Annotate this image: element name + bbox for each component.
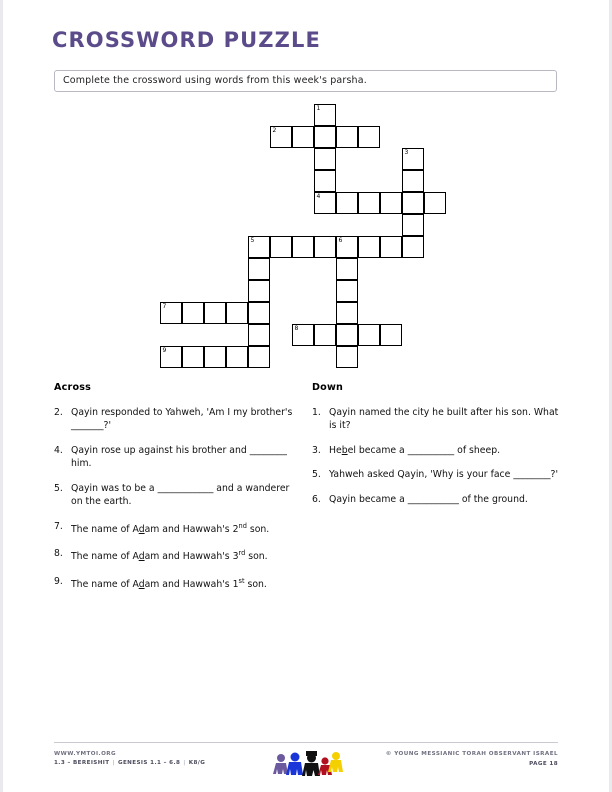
footer-divider: [54, 742, 558, 743]
down-clue-5: [312, 468, 562, 482]
crossword-cell[interactable]: [380, 236, 402, 258]
instruction-text: Complete the crossword using words from this week's parsha.: [63, 75, 367, 86]
clue-text: Qayin rose up against his brother and ________ him.: [71, 444, 287, 469]
clue-number: 4.: [54, 444, 63, 456]
crossword-cell[interactable]: [336, 346, 358, 368]
cell-number: 8: [294, 325, 299, 332]
crossword-cell[interactable]: [402, 170, 424, 192]
footer-sep-1: |: [112, 760, 115, 766]
ymtoi-logo: [273, 750, 343, 782]
across-clue-7: [54, 520, 294, 537]
crossword-cell[interactable]: [182, 346, 204, 368]
down-clue-3: [312, 444, 562, 458]
crossword-cell[interactable]: [358, 324, 380, 346]
crossword-cell[interactable]: [402, 214, 424, 236]
crossword-cell-numbered-2[interactable]: [270, 126, 292, 148]
crossword-cell[interactable]: [204, 302, 226, 324]
crossword-cell[interactable]: [248, 280, 270, 302]
clue-text: Qayin responded to Yahweh, 'Am I my brother's _______?': [71, 406, 293, 431]
crossword-cell[interactable]: [314, 126, 336, 148]
crossword-cell[interactable]: [248, 346, 270, 368]
across-clue-9: [54, 575, 294, 592]
clue-number: 7.: [54, 520, 63, 532]
crossword-grid: [0, 0, 612, 380]
logo-figure-black: [302, 751, 320, 776]
footer-page-number: PAGE 18: [529, 761, 558, 767]
crossword-cell[interactable]: [248, 324, 270, 346]
down-clue-1: [312, 406, 562, 433]
crossword-cell-numbered-9[interactable]: [160, 346, 182, 368]
crossword-cell[interactable]: [204, 346, 226, 368]
crossword-cell-numbered-6[interactable]: [336, 236, 358, 258]
across-clue-8: [54, 547, 294, 564]
clue-number: 6.: [312, 493, 321, 505]
down-clues: [312, 381, 562, 517]
footer-sep-2: |: [183, 760, 186, 766]
across-heading: Across: [54, 382, 92, 393]
across-clue-5: [54, 482, 294, 509]
clue-number: 2.: [54, 406, 63, 418]
crossword-cell-numbered-4[interactable]: [314, 192, 336, 214]
crossword-cell[interactable]: [270, 236, 292, 258]
footer-right: [386, 751, 558, 771]
down-heading: Down: [312, 382, 344, 393]
crossword-cell[interactable]: [336, 192, 358, 214]
logo-figure-yellow: [328, 752, 343, 772]
cell-number: 4: [316, 193, 321, 200]
clue-text: Qayin became a ___________ of the ground.: [329, 493, 528, 505]
cell-number: 6: [338, 237, 343, 244]
footer-left: [54, 751, 205, 769]
logo-figure-purple: [273, 754, 288, 774]
page-title: CROSSWORD PUZZLE: [52, 28, 321, 52]
footer-meta: [54, 760, 205, 766]
across-clue-2: [54, 406, 294, 433]
crossword-cell[interactable]: [336, 126, 358, 148]
crossword-cell-numbered-1[interactable]: [314, 104, 336, 126]
crossword-cell[interactable]: [380, 324, 402, 346]
footer-portion: 1.3 – BEREISHIT: [54, 760, 110, 766]
clue-text: Yahweh asked Qayin, 'Why is your face ________?': [329, 469, 559, 480]
crossword-cell[interactable]: [402, 192, 424, 214]
crossword-cell[interactable]: [336, 324, 358, 346]
crossword-cell[interactable]: [248, 258, 270, 280]
clue-text: The name of Adam and Hawwah's 2nd son.: [71, 521, 270, 535]
clue-text: Qayin was to be a ____________ and a wanderer on the earth.: [71, 482, 290, 507]
crossword-cell-numbered-3[interactable]: [402, 148, 424, 170]
crossword-cell[interactable]: [182, 302, 204, 324]
clue-number: 8.: [54, 548, 63, 560]
crossword-cell[interactable]: [226, 346, 248, 368]
crossword-cell[interactable]: [314, 324, 336, 346]
cell-number: 9: [162, 347, 167, 354]
clue-number: 9.: [54, 575, 63, 587]
crossword-cell[interactable]: [336, 280, 358, 302]
crossword-cell[interactable]: [380, 192, 402, 214]
crossword-cell[interactable]: [358, 236, 380, 258]
clue-text: The name of Adam and Hawwah's 3rd son.: [71, 549, 268, 563]
crossword-cell[interactable]: [248, 302, 270, 324]
crossword-cell[interactable]: [358, 126, 380, 148]
crossword-cell[interactable]: [314, 148, 336, 170]
clue-number: 3.: [312, 444, 321, 456]
cell-number: 1: [316, 105, 321, 112]
cell-number: 2: [272, 127, 277, 134]
footer-grade: K8/G: [188, 760, 206, 766]
clue-number: 5.: [312, 469, 321, 480]
clue-number: 5.: [54, 482, 63, 494]
logo-figure-blue: [286, 753, 303, 776]
crossword-cell[interactable]: [402, 236, 424, 258]
across-clues: [54, 381, 294, 602]
crossword-cell-numbered-8[interactable]: [292, 324, 314, 346]
footer-website: WWW.YMTOI.ORG: [54, 751, 117, 757]
crossword-cell-numbered-7[interactable]: [160, 302, 182, 324]
clue-text: Qayin named the city he built after his son. What is it?: [329, 406, 559, 431]
cell-number: 3: [404, 149, 409, 156]
crossword-cell[interactable]: [314, 236, 336, 258]
crossword-cell[interactable]: [226, 302, 248, 324]
crossword-cell[interactable]: [314, 170, 336, 192]
cell-number: 5: [250, 237, 255, 244]
down-clue-6: [312, 493, 562, 507]
crossword-cell[interactable]: [292, 236, 314, 258]
clue-text: Hebel became a __________ of sheep.: [329, 444, 501, 456]
crossword-cell[interactable]: [336, 258, 358, 280]
crossword-cell[interactable]: [336, 302, 358, 324]
crossword-cell-numbered-5[interactable]: [248, 236, 270, 258]
clue-number: 1.: [312, 406, 321, 418]
across-clue-4: [54, 444, 294, 471]
clue-text: The name of Adam and Hawwah's 1st son.: [71, 576, 267, 590]
footer-reference: GENESIS 1.1 – 6.8: [117, 760, 181, 766]
crossword-cell[interactable]: [358, 192, 380, 214]
footer-copyright: © YOUNG MESSIANIC TORAH OBSERVANT ISRAEL: [385, 751, 558, 757]
cell-number: 7: [162, 303, 167, 310]
crossword-cell[interactable]: [292, 126, 314, 148]
crossword-cell[interactable]: [424, 192, 446, 214]
